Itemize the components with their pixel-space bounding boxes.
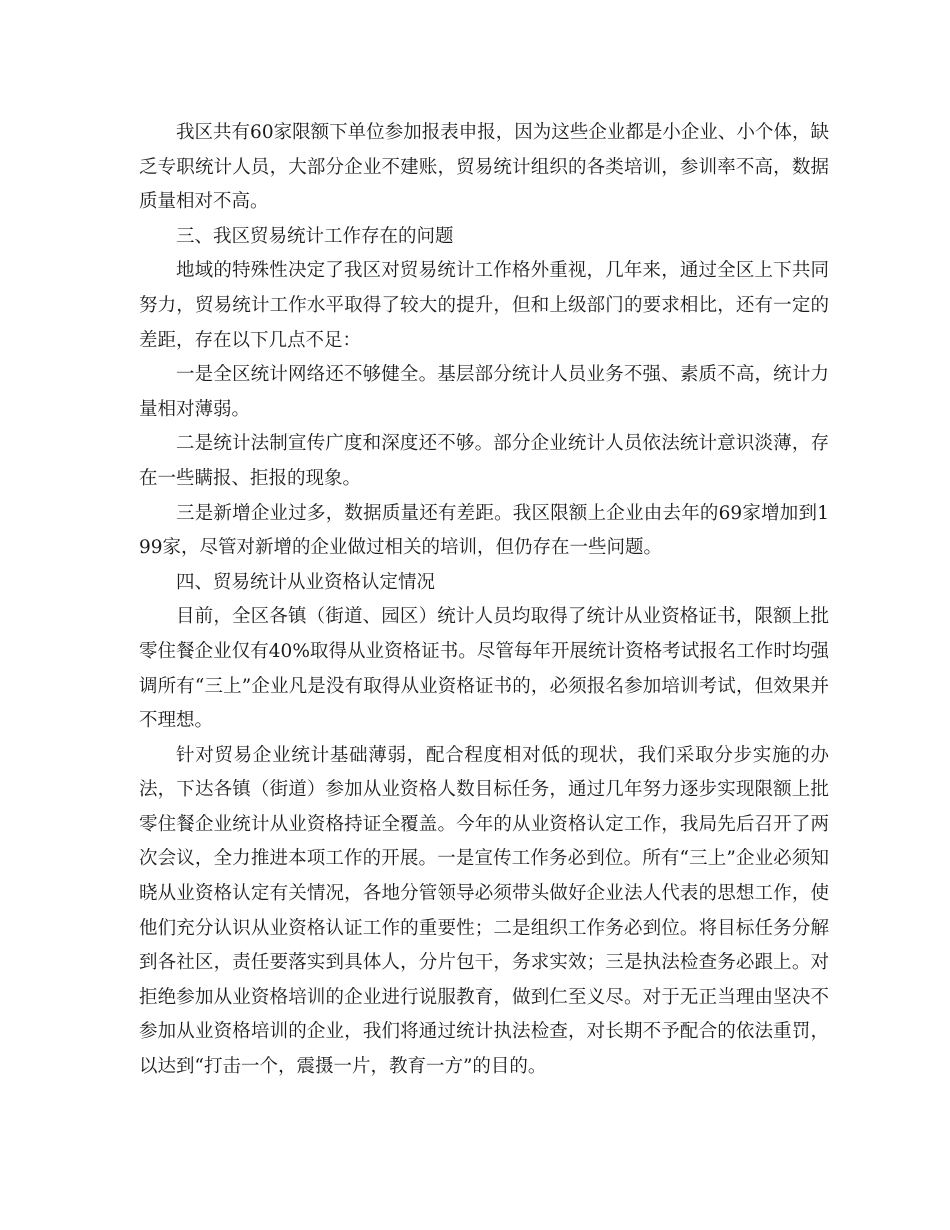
paragraph-regional-importance: 地域的特殊性决定了我区对贸易统计工作格外重视，几年来，通过全区上下共同努力，贸易统计工作水平取得了较大的提升，但和上级部门的要求相比，还有一定的差距，存在以下几点不足： [139, 260, 829, 351]
paragraph-legal-publicity-issue: 二是统计法制宣传广度和深度还不够。部分企业统计人员依法统计意识淡薄，存在一些瞒报、拒报的现象。 [139, 433, 829, 489]
section-heading-problems: 三、我区贸易统计工作存在的问题 [176, 225, 454, 247]
paragraph-limited-units: 我区共有60家限额下单位参加报表申报，因为这些企业都是小企业、小个体，缺乏专职统计人员，大部分企业不建账，贸易统计组织的各类培训，参训率不高，数据质量相对不高。 [139, 122, 829, 213]
document-body [139, 116, 829, 1085]
paragraph-network-issue: 一是全区统计网络还不够健全。基层部分统计人员业务不强、素质不高，统计力量相对薄弱。 [139, 364, 829, 420]
paragraph-new-enterprises-issue: 三是新增企业过多，数据质量还有差距。我区限额上企业由去年的69家增加到199家，尽管对新增的企业做过相关的培训，但仍存在一些问题。 [139, 502, 829, 559]
paragraph-qualification-status: 目前，全区各镇（街道、园区）统计人员均取得了统计从业资格证书，限额上批零住餐企业仅有40%取得从业资格证书。尽管每年开展统计资格考试报名工作时均强调所有“三上”企业凡是没有取得从业资格证书的，必须报名参加培训考试，但效果并不理想。 [139, 606, 829, 732]
paragraph-qualification-measures: 针对贸易企业统计基础薄弱，配合程度相对低的现状，我们采取分步实施的办法，下达各镇（街道）参加从业资格人数目标任务，通过几年努力逐步实现限额上批零住餐企业统计从业资格持证全覆盖。今年的从业资格认定工作，我局先后召开了两次会议，全力推进本项工作的开展。一是宣传工作务必到位。所有“三上”企业必须知晓从业资格认定有关情况，各地分管领导必须带头做好企业法人代表的思想工作，使他们充分认识从业资格认证工作的重要性；二是组织工作务必到位。将目标任务分解到各社区，责任要落实到具体人，分片包干，务求实效；三是执法检查务必跟上。对拒绝参加从业资格培训的企业进行说服教育，做到仁至义尽。对于无正当理由坚决不参加从业资格培训的企业，我们将通过统计执法检查，对长期不予配合的依法重罚，以达到“打击一个，震摄一片，教育一方”的目的。 [139, 744, 829, 1078]
section-heading-qualification: 四、贸易统计从业资格认定情况 [176, 571, 436, 593]
